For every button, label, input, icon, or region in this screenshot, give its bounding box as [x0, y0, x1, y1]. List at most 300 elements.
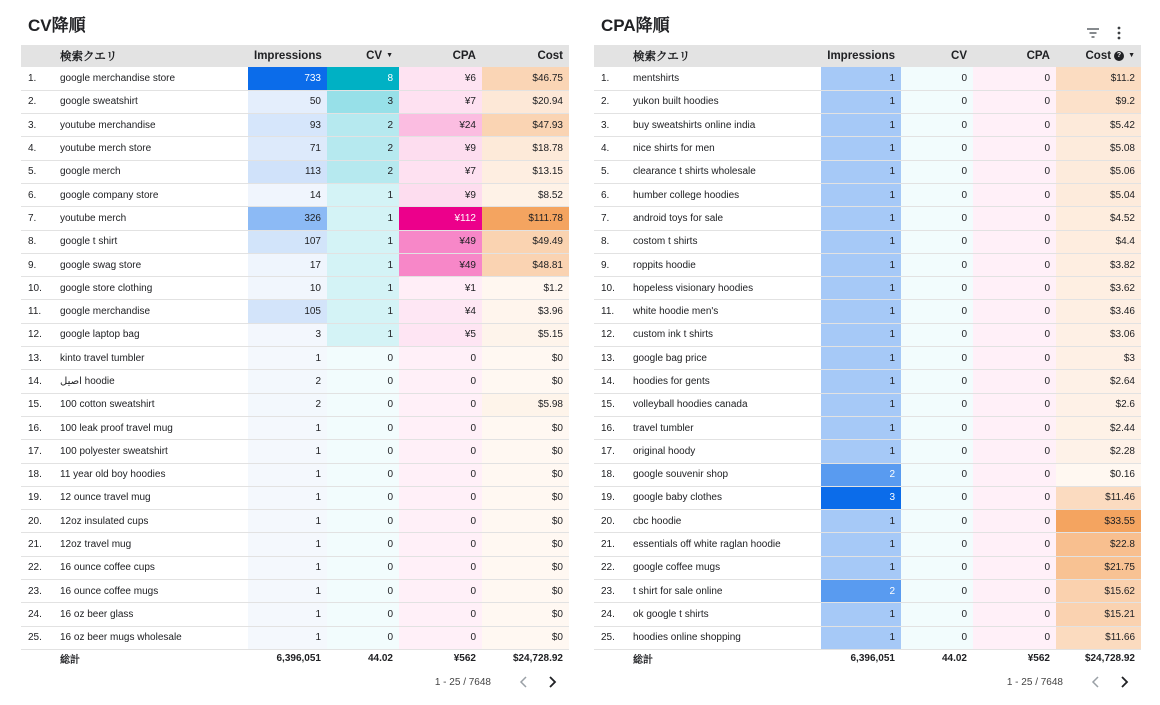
cpa-cell: 0: [973, 626, 1056, 649]
cost-cell: $3.46: [1056, 300, 1141, 323]
impressions-cell: 1: [248, 347, 327, 370]
impressions-cell: 1: [821, 230, 901, 253]
cost-cell: $5.98: [482, 393, 569, 416]
cv-cell: 0: [327, 580, 399, 603]
cost-cell: $11.66: [1056, 626, 1141, 649]
header-cv-label: CV: [366, 50, 383, 62]
impressions-cell: 1: [821, 183, 901, 206]
table-row[interactable]: [594, 510, 1141, 533]
impressions-cell: 1: [821, 90, 901, 113]
query-cell: google merchandise store: [60, 72, 176, 84]
cv-cell: 0: [901, 114, 973, 137]
impressions-cell: 1: [821, 370, 901, 393]
query-cell: hopeless visionary hoodies: [633, 282, 754, 294]
row-index: 9.: [601, 259, 610, 271]
impressions-cell: 50: [248, 90, 327, 113]
next-page-button[interactable]: [1115, 673, 1133, 691]
cost-cell: $0: [482, 440, 569, 463]
impressions-cell: 1: [821, 300, 901, 323]
header-cost[interactable]: Cost: [537, 50, 563, 62]
panel-title: CPA降順: [601, 16, 670, 35]
row-index: 7.: [28, 212, 37, 224]
cpa-cell: ¥112: [399, 207, 482, 230]
table-row[interactable]: [594, 67, 1141, 90]
cpa-cell: 0: [399, 533, 482, 556]
cv-cell: 0: [901, 580, 973, 603]
cost-cell: $0: [482, 626, 569, 649]
cpa-cell: 0: [973, 603, 1056, 626]
cost-cell: $46.75: [482, 67, 569, 90]
help-icon[interactable]: ?: [1114, 51, 1124, 61]
query-cell: cbc hoodie: [633, 515, 682, 527]
table-row[interactable]: [21, 230, 569, 253]
prev-page-button[interactable]: [515, 673, 533, 691]
cost-cell: $4.52: [1056, 207, 1141, 230]
cv-cell: 0: [901, 300, 973, 323]
table-header-row: [21, 45, 569, 67]
cv-cell: 0: [901, 533, 973, 556]
query-cell: youtube merch store: [60, 143, 152, 155]
header-index: [594, 45, 631, 67]
row-index: 8.: [28, 236, 37, 248]
row-index: 18.: [601, 469, 615, 481]
cost-cell: $47.93: [482, 114, 569, 137]
cpa-cell: 0: [973, 347, 1056, 370]
cpa-cell: 0: [973, 440, 1056, 463]
row-index: 16.: [601, 422, 615, 434]
table-row[interactable]: [21, 160, 569, 183]
cpa-cell: 0: [973, 533, 1056, 556]
impressions-cell: 1: [248, 556, 327, 579]
chart-toolbar: [1085, 25, 1127, 41]
table-row[interactable]: [594, 370, 1141, 393]
cv-cell: 0: [901, 416, 973, 439]
table-row[interactable]: [594, 137, 1141, 160]
cv-cell: 0: [901, 486, 973, 509]
cpa-cell: 0: [399, 580, 482, 603]
query-cell: custom ink t shirts: [633, 329, 714, 341]
impressions-cell: 1: [248, 533, 327, 556]
table-row[interactable]: [594, 230, 1141, 253]
cpa-cell: 0: [973, 393, 1056, 416]
table-row[interactable]: [21, 603, 569, 626]
header-cv[interactable]: CV: [951, 50, 967, 62]
row-index: 17.: [28, 445, 42, 457]
query-cell: buy sweatshirts online india: [633, 119, 756, 131]
row-index: 25.: [28, 632, 42, 644]
header-cpa[interactable]: CPA: [452, 50, 476, 62]
query-cell: youtube merchandise: [60, 119, 156, 131]
impressions-cell: 1: [821, 347, 901, 370]
table-row[interactable]: [594, 440, 1141, 463]
impressions-cell: 1: [821, 626, 901, 649]
header-impressions[interactable]: Impressions: [827, 50, 895, 62]
row-index: 13.: [28, 352, 42, 364]
row-index: 4.: [601, 143, 610, 155]
sort-desc-icon: ▼: [1128, 52, 1135, 60]
header-cv[interactable]: [327, 45, 399, 67]
query-cell: google baby clothes: [633, 492, 722, 504]
cv-cell: 1: [327, 253, 399, 276]
cost-cell: $5.15: [482, 323, 569, 346]
row-index: 18.: [28, 469, 42, 481]
query-cell: google coffee mugs: [633, 562, 721, 574]
table-row[interactable]: [594, 160, 1141, 183]
cpa-cell: ¥7: [399, 160, 482, 183]
header-query[interactable]: 検索クエリ: [633, 51, 691, 63]
cost-cell: $15.62: [1056, 580, 1141, 603]
row-index: 6.: [601, 189, 610, 201]
query-cell: 12oz insulated cups: [60, 515, 149, 527]
row-index: 5.: [28, 166, 37, 178]
impressions-cell: 1: [821, 207, 901, 230]
totals-spacer: [21, 649, 58, 667]
row-index: 19.: [28, 492, 42, 504]
cpa-cell: 0: [399, 626, 482, 649]
impressions-cell: 1: [248, 486, 327, 509]
table-row[interactable]: [21, 510, 569, 533]
table-row[interactable]: [21, 580, 569, 603]
row-index: 7.: [601, 212, 610, 224]
cpa-cell: 0: [973, 556, 1056, 579]
table-row[interactable]: [21, 486, 569, 509]
impressions-cell: 1: [821, 603, 901, 626]
cost-cell: $3.82: [1056, 253, 1141, 276]
impressions-cell: 2: [821, 463, 901, 486]
cost-cell: $3.06: [1056, 323, 1141, 346]
cv-cell: 0: [901, 183, 973, 206]
impressions-cell: 10: [248, 277, 327, 300]
cpa-cell: 0: [973, 160, 1056, 183]
chevron-left-icon: [519, 676, 529, 688]
header-impressions[interactable]: Impressions: [254, 50, 322, 62]
cpa-cell: 0: [399, 347, 482, 370]
impressions-cell: 326: [248, 207, 327, 230]
totals-label: 総計: [60, 655, 80, 667]
query-cell: volleyball hoodies canada: [633, 399, 748, 411]
row-index: 10.: [601, 282, 615, 294]
impressions-cell: 1: [821, 114, 901, 137]
query-cell: 16 oz beer glass: [60, 608, 134, 620]
table-row[interactable]: [21, 67, 569, 90]
row-index: 17.: [601, 445, 615, 457]
cpa-cell: 0: [973, 183, 1056, 206]
cost-cell: $2.64: [1056, 370, 1141, 393]
row-index: 3.: [28, 119, 37, 131]
table-row[interactable]: [21, 440, 569, 463]
row-index: 21.: [601, 539, 615, 551]
cpa-cell: 0: [973, 323, 1056, 346]
cost-cell: $11.46: [1056, 486, 1141, 509]
table-row[interactable]: [594, 580, 1141, 603]
cv-cell: 0: [901, 510, 973, 533]
cv-cell: 2: [327, 114, 399, 137]
query-cell: google merch: [60, 166, 121, 178]
cpa-cell: 0: [973, 277, 1056, 300]
table-row[interactable]: [21, 207, 569, 230]
query-cell: mentshirts: [633, 72, 680, 84]
prev-page-button[interactable]: [1087, 673, 1105, 691]
cost-cell: $0: [482, 463, 569, 486]
cpa-cell: ¥5: [399, 323, 482, 346]
panel-title: CV降順: [28, 16, 86, 35]
impressions-cell: 1: [821, 67, 901, 90]
query-cell: nice shirts for men: [633, 143, 715, 155]
more-options-button[interactable]: [1111, 25, 1127, 41]
cost-cell: $15.21: [1056, 603, 1141, 626]
impressions-cell: 1: [248, 510, 327, 533]
cpa-cell: 0: [399, 393, 482, 416]
table-row[interactable]: [21, 463, 569, 486]
cv-cell: 0: [327, 416, 399, 439]
impressions-cell: 93: [248, 114, 327, 137]
row-index: 2.: [601, 96, 610, 108]
cpa-cell: 0: [399, 510, 482, 533]
cv-cell: 0: [327, 556, 399, 579]
cost-cell: $2.6: [1056, 393, 1141, 416]
impressions-cell: 1: [821, 253, 901, 276]
cpa-cell: ¥6: [399, 67, 482, 90]
impressions-cell: 1: [248, 580, 327, 603]
impressions-cell: 105: [248, 300, 327, 323]
header-cost-label: Cost: [1085, 50, 1112, 62]
cost-cell: $0: [482, 486, 569, 509]
table-row[interactable]: [594, 323, 1141, 346]
table-row[interactable]: [21, 277, 569, 300]
cv-cell: 0: [327, 393, 399, 416]
table-row[interactable]: [594, 183, 1141, 206]
cost-cell: $111.78: [482, 207, 569, 230]
query-cell: google sweatshirt: [60, 96, 138, 108]
impressions-cell: 2: [248, 370, 327, 393]
impressions-cell: 113: [248, 160, 327, 183]
impressions-cell: 1: [821, 416, 901, 439]
table-row[interactable]: [594, 556, 1141, 579]
cpa-cell: 0: [399, 603, 482, 626]
table-row[interactable]: [594, 347, 1141, 370]
row-index: 15.: [28, 399, 42, 411]
impressions-cell: 1: [821, 160, 901, 183]
cpa-cell: ¥4: [399, 300, 482, 323]
cv-cell: 0: [901, 393, 973, 416]
table-header-row: [594, 45, 1141, 67]
cpa-cell: 0: [973, 137, 1056, 160]
cost-cell: $3.96: [482, 300, 569, 323]
cost-cell: $0: [482, 370, 569, 393]
cost-cell: $0.16: [1056, 463, 1141, 486]
impressions-cell: 1: [821, 323, 901, 346]
sort-desc-icon: ▼: [386, 52, 393, 60]
cost-cell: $49.49: [482, 230, 569, 253]
table-row[interactable]: [21, 393, 569, 416]
query-cell: white hoodie men's: [633, 306, 719, 318]
table-row[interactable]: [594, 90, 1141, 113]
table-row[interactable]: [21, 416, 569, 439]
table-row[interactable]: [21, 347, 569, 370]
row-index: 12.: [28, 329, 42, 341]
query-cell: google laptop bag: [60, 329, 140, 341]
row-index: 20.: [601, 515, 615, 527]
query-cell: google bag price: [633, 352, 707, 364]
cv-cell: 0: [327, 347, 399, 370]
table-row[interactable]: [21, 137, 569, 160]
row-index: 14.: [601, 376, 615, 387]
cv-cell: 0: [327, 533, 399, 556]
impressions-cell: 1: [821, 277, 901, 300]
table-row[interactable]: [21, 626, 569, 649]
query-cell: google souvenir shop: [633, 469, 729, 481]
query-cell: 16 ounce coffee mugs: [60, 585, 159, 597]
query-cell: google t shirt: [60, 236, 118, 248]
table-row[interactable]: [21, 370, 569, 393]
cpa-cell: 0: [973, 90, 1056, 113]
cost-cell: $13.15: [482, 160, 569, 183]
table-row[interactable]: [594, 300, 1141, 323]
header-index: [21, 45, 58, 67]
cv-cell: 0: [901, 160, 973, 183]
impressions-cell: 1: [821, 533, 901, 556]
cost-cell: $0: [482, 510, 569, 533]
table-row[interactable]: [594, 416, 1141, 439]
cost-cell: $8.52: [482, 183, 569, 206]
cost-cell: $33.55: [1056, 510, 1141, 533]
cv-cell: 2: [327, 137, 399, 160]
cv-cell: 0: [327, 370, 399, 393]
cpa-cell: 0: [399, 556, 482, 579]
row-index: 25.: [601, 632, 615, 644]
next-page-button[interactable]: [543, 673, 561, 691]
chevron-right-icon: [1119, 676, 1129, 688]
cv-cell: 0: [901, 440, 973, 463]
totals-impressions: 6,396,051: [850, 653, 895, 665]
query-cell: اصيل hoodie: [60, 376, 115, 387]
totals-cv: 44.02: [367, 653, 393, 665]
table-row[interactable]: [21, 556, 569, 579]
cv-cell: 0: [327, 440, 399, 463]
cost-cell: $21.75: [1056, 556, 1141, 579]
pagination: [435, 673, 561, 691]
query-cell: travel tumbler: [633, 422, 694, 434]
totals-row: [594, 649, 1141, 667]
totals-cost: $24,728.92: [512, 653, 563, 665]
impressions-cell: 1: [821, 510, 901, 533]
cv-desc-table: [21, 45, 569, 667]
cost-cell: $0: [482, 556, 569, 579]
cpa-cell: ¥1: [399, 277, 482, 300]
table-row[interactable]: [594, 603, 1141, 626]
cv-cell: 0: [901, 90, 973, 113]
table-row[interactable]: [594, 626, 1141, 649]
table-row[interactable]: [21, 90, 569, 113]
impressions-cell: 3: [821, 486, 901, 509]
chevron-left-icon: [1091, 676, 1101, 688]
pagination: [1007, 673, 1133, 691]
cv-cell: 8: [327, 67, 399, 90]
row-index: 22.: [601, 562, 615, 574]
header-query[interactable]: 検索クエリ: [60, 51, 118, 63]
cpa-cell: ¥49: [399, 253, 482, 276]
cv-cell: 0: [327, 510, 399, 533]
query-cell: 12 ounce travel mug: [60, 492, 151, 504]
impressions-cell: 1: [248, 626, 327, 649]
header-cost[interactable]: [1056, 45, 1141, 67]
totals-label: 総計: [633, 655, 653, 667]
cpa-cell: 0: [973, 300, 1056, 323]
query-cell: essentials off white raglan hoodie: [633, 539, 781, 551]
cv-cell: 1: [327, 277, 399, 300]
table-row[interactable]: [594, 207, 1141, 230]
row-index: 6.: [28, 189, 37, 201]
table-row[interactable]: [594, 486, 1141, 509]
cost-cell: $2.28: [1056, 440, 1141, 463]
table-row[interactable]: [21, 183, 569, 206]
cv-cell: 0: [901, 556, 973, 579]
cpa-cell: ¥9: [399, 137, 482, 160]
header-cpa[interactable]: CPA: [1026, 50, 1050, 62]
query-cell: google company store: [60, 189, 159, 201]
cv-cell: 0: [901, 253, 973, 276]
query-cell: ok google t shirts: [633, 608, 709, 620]
table-row[interactable]: [594, 114, 1141, 137]
query-cell: 12oz travel mug: [60, 539, 132, 551]
table-row[interactable]: [594, 393, 1141, 416]
cpa-cell: ¥9: [399, 183, 482, 206]
cv-cell: 1: [327, 230, 399, 253]
totals-spacer: [594, 649, 631, 667]
table-row[interactable]: [21, 323, 569, 346]
table-row[interactable]: [21, 300, 569, 323]
cost-cell: $0: [482, 347, 569, 370]
cost-cell: $4.4: [1056, 230, 1141, 253]
query-cell: 100 leak proof travel mug: [60, 422, 173, 434]
cpa-cell: 0: [973, 510, 1056, 533]
table-row[interactable]: [21, 253, 569, 276]
impressions-cell: 1: [821, 137, 901, 160]
cost-cell: $18.78: [482, 137, 569, 160]
table-row[interactable]: [594, 463, 1141, 486]
query-cell: google store clothing: [60, 282, 153, 294]
cpa-cell: 0: [973, 253, 1056, 276]
row-index: 19.: [601, 492, 615, 504]
table-row[interactable]: [594, 277, 1141, 300]
cv-cell: 2: [327, 160, 399, 183]
table-row[interactable]: [594, 253, 1141, 276]
cost-cell: $0: [482, 580, 569, 603]
row-index: 15.: [601, 399, 615, 411]
row-index: 1.: [28, 72, 37, 84]
cv-cell: 1: [327, 323, 399, 346]
row-index: 21.: [28, 539, 42, 551]
impressions-cell: 1: [248, 463, 327, 486]
cv-cell: 0: [901, 626, 973, 649]
row-index: 11.: [28, 306, 42, 318]
table-row[interactable]: [21, 533, 569, 556]
table-row[interactable]: [21, 114, 569, 137]
impressions-cell: 733: [248, 67, 327, 90]
query-cell: costom t shirts: [633, 236, 698, 248]
filter-button[interactable]: [1085, 25, 1101, 41]
table-row[interactable]: [594, 533, 1141, 556]
cpa-cell: 0: [973, 580, 1056, 603]
query-cell: t shirt for sale online: [633, 585, 723, 597]
impressions-cell: 3: [248, 323, 327, 346]
impressions-cell: 107: [248, 230, 327, 253]
row-index: 24.: [601, 608, 615, 620]
cpa-cell: 0: [399, 486, 482, 509]
totals-cost: $24,728.92: [1084, 653, 1135, 665]
cpa-cell: 0: [973, 463, 1056, 486]
impressions-cell: 1: [821, 393, 901, 416]
